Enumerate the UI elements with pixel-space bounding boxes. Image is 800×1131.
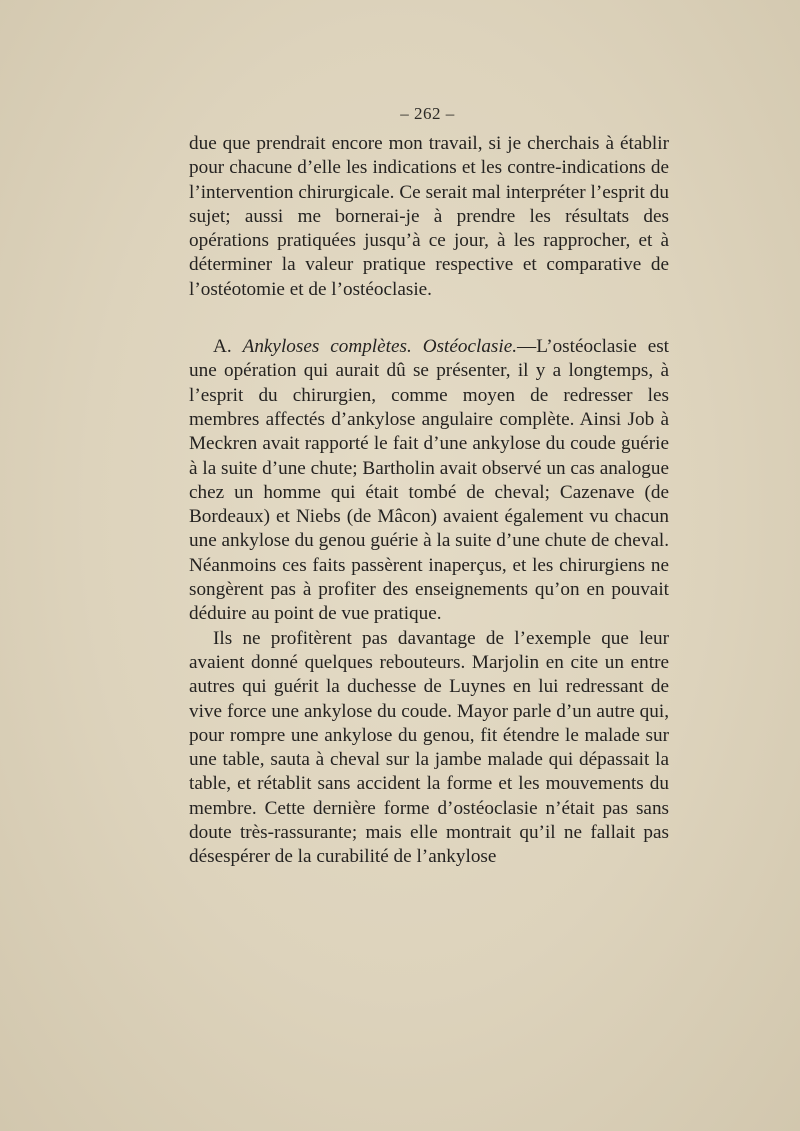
paragraph-rebouteurs: Ils ne profitèrent pas davantage de l’exemple que leur avaient donné quelques rebouteurs. Marjolin en cite un entre autres qui guérit la duchesse de Luynes en lui redressant de vive force une ankylose du coude. Mayor parle d’un autre qui, pour rompre une ankylose du genou, fit étendre le malade sur une table, sauta à cheval sur la jambe malade qui dépassait la table, et rétablit sans accident la forme et les mouvements du membre. Cette dernière forme d’ostéoclasie n’était pas sans doute très-rassurante; mais elle montrait qu’il ne fallait pas désespérer de la curabilité de l’ankylose <box>189 627 669 868</box>
page-number: – 262 – <box>400 104 455 123</box>
section-dash: — <box>517 336 537 358</box>
paragraph-gap <box>189 302 669 335</box>
paragraph-intro: due que prendrait encore mon travail, si je cherchais à établir pour chacune d’elle les indications et les contre-indications de l’intervention chirurgicale. Ce serait mal interpréter l’esprit du sujet; aussi me bornerai-je à prendre les résultats des opérations pratiquées jusqu’à ce jour, à les rapprocher, et à déterminer la valeur pratique respective et comparative de l’ostéotomie et de l’ostéoclasie. <box>189 133 669 300</box>
section-title: Ankyloses complètes. <box>242 336 412 358</box>
section-paragraph <box>189 335 669 627</box>
section-subtitle: Ostéoclasie. <box>422 336 518 358</box>
section-body: L’ostéoclasie est une opération qui aurait dû se présenter, il y a longtemps, à l’esprit du chirurgien, comme moyen de redresser les membres affectés d’ankylose angulaire complète. Ainsi Job à Meckren avait rapporté le fait d’une ankylose du coude guérie à la suite d’une chute; Bartholin avait observé un cas analogue chez un homme qui était tombé de cheval; Cazenave (de Bordeaux) et Niebs (de Mâcon) avaient également vu chacun une ankylose du genou guérie à la suite d’une chute de cheval. Néanmoins ces faits passèrent inaperçus, et les chirurgiens ne songèrent pas à profiter des enseignements qu’on en pouvait déduire au point de vue pratique. <box>189 336 670 625</box>
section-letter: A. <box>213 336 232 358</box>
page-body <box>189 132 669 870</box>
